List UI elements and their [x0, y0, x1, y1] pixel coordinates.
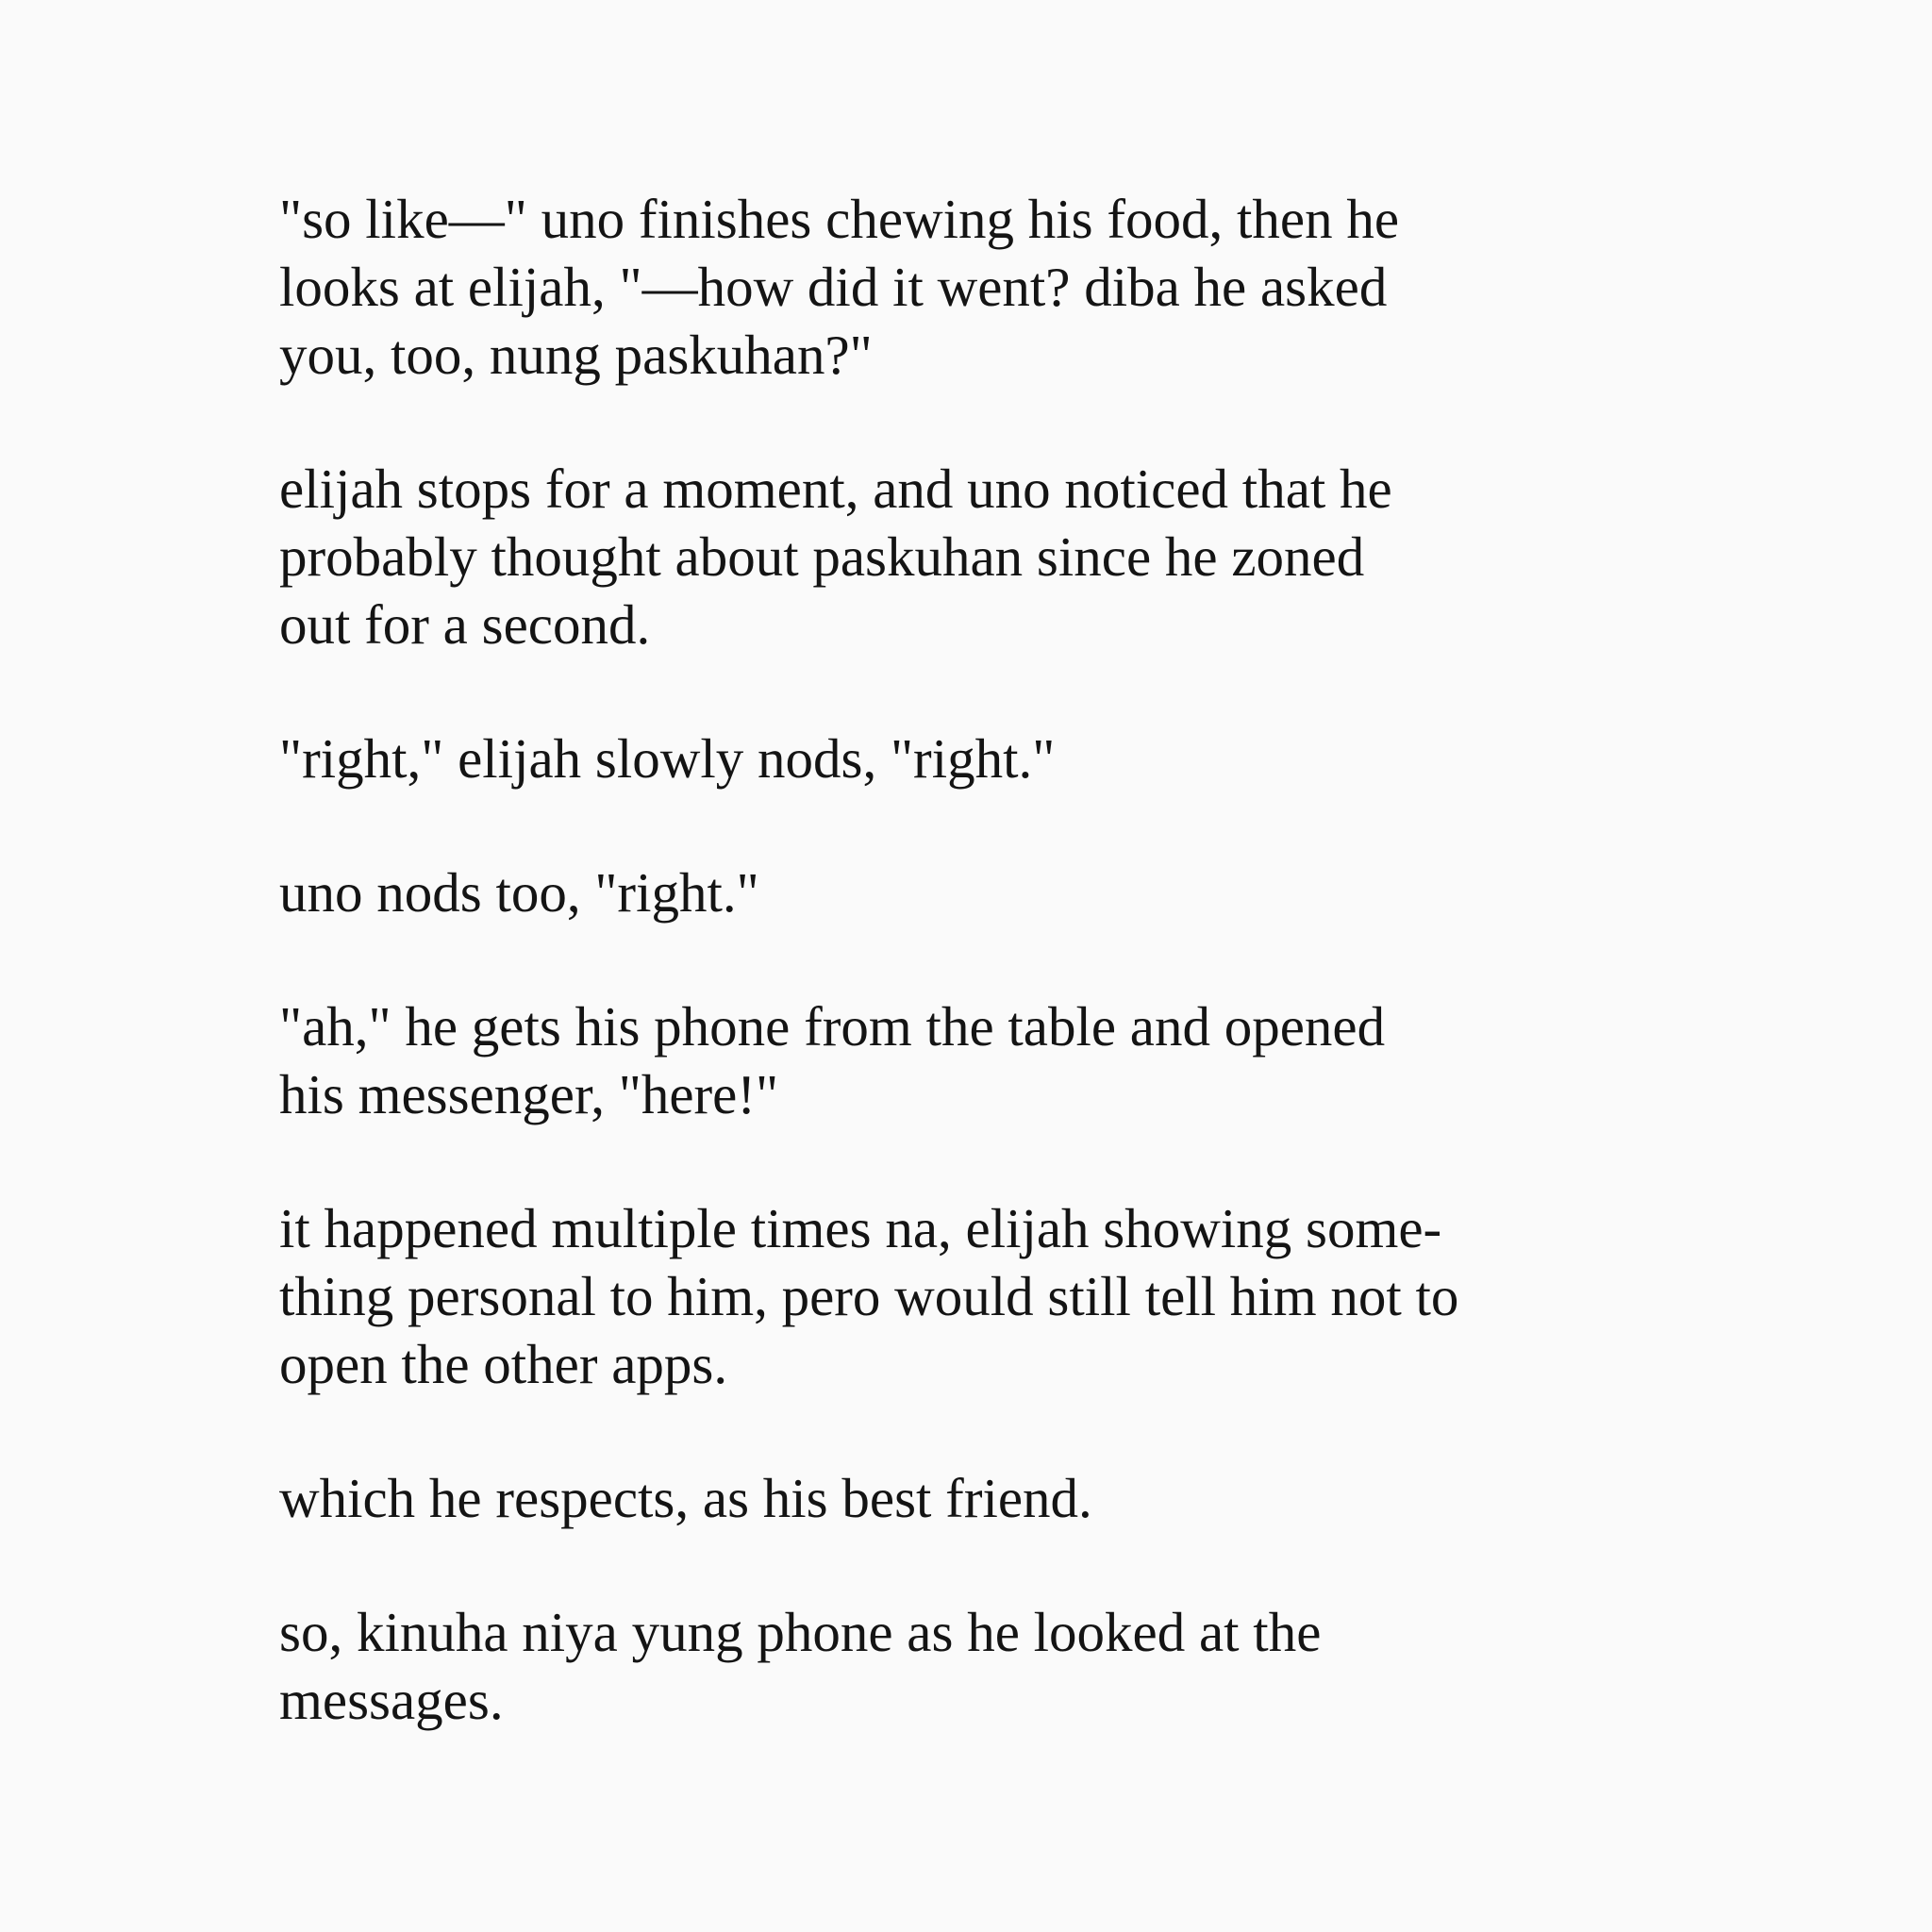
text-line: open the other apps.	[279, 1333, 728, 1395]
text-line: you, too, nung paskuhan?"	[279, 324, 873, 386]
text-line: it happened multiple times na, elijah showing some-	[279, 1197, 1442, 1259]
text-line: looks at elijah, "—how did it went? diba he asked	[279, 256, 1388, 318]
paragraph	[279, 858, 1694, 926]
text-line: messages.	[279, 1669, 504, 1731]
story-text	[279, 185, 1694, 1800]
text-line: elijah stops for a moment, and uno noticed that he	[279, 458, 1392, 520]
text-line: out for a second.	[279, 593, 651, 656]
text-line: thing personal to him, pero would still tell him not to	[279, 1265, 1459, 1327]
text-line: his messenger, "here!"	[279, 1063, 779, 1125]
text-line: "ah," he gets his phone from the table and opened	[279, 995, 1386, 1058]
text-line: uno nods too, "right."	[279, 861, 759, 924]
paragraph	[279, 455, 1694, 658]
paragraph	[279, 724, 1694, 792]
text-line: "right," elijah slowly nods, "right."	[279, 727, 1056, 790]
paragraph	[279, 992, 1694, 1128]
text-line: "so like—" uno finishes chewing his food, then he	[279, 188, 1400, 250]
paragraph	[279, 185, 1694, 389]
paragraph	[279, 1194, 1694, 1398]
text-line: probably thought about paskuhan since he zoned	[279, 525, 1365, 588]
paragraph	[279, 1598, 1694, 1734]
text-line: which he respects, as his best friend.	[279, 1467, 1092, 1529]
text-line: so, kinuha niya yung phone as he looked at the	[279, 1601, 1322, 1663]
paragraph	[279, 1464, 1694, 1532]
